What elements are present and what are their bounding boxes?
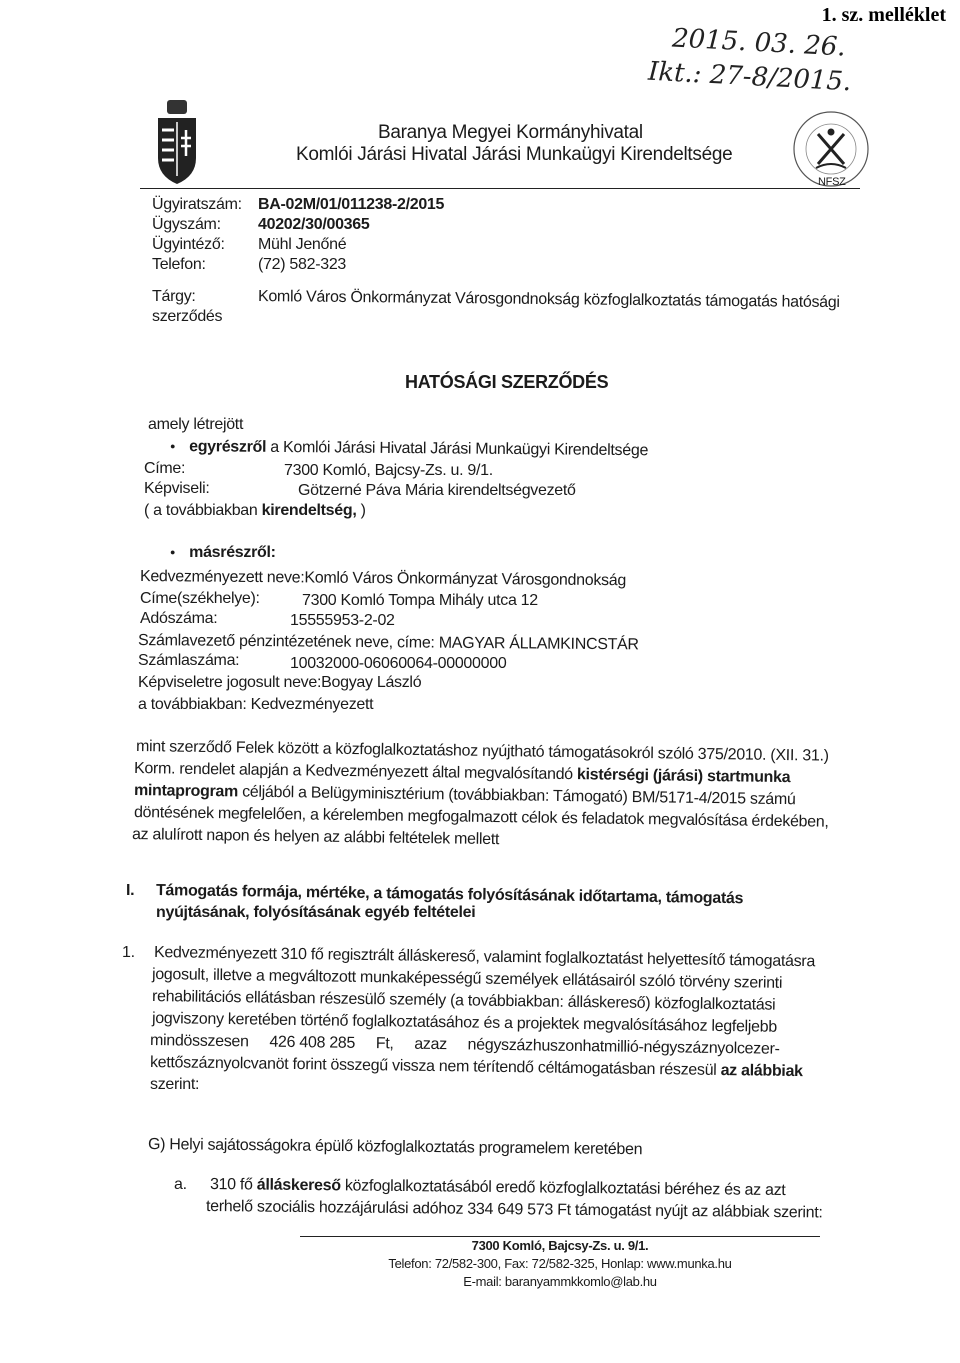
meta-label-administrator: Ügyintéző: <box>152 236 225 253</box>
party1-address: 7300 Komló, Bajcsy-Zs. u. 9/1. <box>284 462 493 479</box>
party1-lead: ● egyrészről <box>170 438 266 456</box>
point-line-3: rehabilitációs ellátásban részesülő személy (a továbbiakban: álláskereső) közfoglalkoztatási <box>151 988 776 1014</box>
a-item-line-1-bold: álláskereső <box>256 1176 341 1195</box>
party2-account-label: Számlaszáma: <box>138 652 240 669</box>
party2-account-number: 10032000-06060064-00000000 <box>290 655 507 672</box>
section-title-line-2: nyújtásának, folyósításának egyéb feltételei <box>156 904 476 921</box>
meta-label-phone: Telefon: <box>152 256 206 273</box>
intro-line-3-bold: mintaprogram <box>133 782 239 801</box>
a-item-line-2: terhelő szociális hozzájárulási adóhoz 334 649 573 Ft támogatást nyújt az alábbiak szerint: <box>205 1198 823 1222</box>
point-line-7: szerint: <box>150 1076 200 1093</box>
point-line-4: jogviszony keretében történő foglalkoztatásához és a projektek megvalósításához legfeljebb <box>151 1010 778 1036</box>
point-line-6-text: kettőszáznyolcvanöt forint összegű vissza nem térítendő céltámogatásban részesül <box>149 1054 721 1079</box>
party1-alias-bold: kirendeltség, <box>261 502 357 519</box>
meta-label-case-file: Ügyiratszám: <box>152 196 242 213</box>
g-item: G) Helyi sajátosságokra épülő közfoglalkoztatás programelem keretében <box>147 1136 643 1159</box>
footer-rule <box>300 1236 820 1237</box>
handwritten-date: 2015. 03. 26. <box>671 23 847 63</box>
intro-line-1: mint szerződő Felek között a közfoglalkoztatáshoz nyújtható támogatásokról szóló 375/2010. (XII. 31.) <box>135 738 829 765</box>
meta-label-case-number: Ügyszám: <box>152 216 221 233</box>
party2-tax-label: Adószáma: <box>140 610 218 627</box>
point-line-2: jogosult, illetve a megváltozott munkaképességű személyek ellátásairól szóló törvény szerinti <box>151 966 783 992</box>
meta-value-case-number: 40202/30/00365 <box>258 216 370 233</box>
party1-alias-post: ) <box>356 502 366 519</box>
party2-address-label: Címe(székhelye): <box>140 590 260 607</box>
intro-line-5: az alulírott napon és helyen az alábbi feltételek mellett <box>131 826 500 849</box>
a-item-line-1-post: közfoglalkoztatásából eredő közfoglalkoztatási béréhez és az azt <box>340 1177 786 1200</box>
handwritten-filing-number: Ikt.: 27-8/2015. <box>647 56 853 98</box>
a-item-number: a. <box>174 1176 187 1193</box>
footer-address: 7300 Komló, Bajcsy-Zs. u. 9/1. <box>471 1238 649 1253</box>
footer-email: E-mail: baranyammkkomlo@lab.hu <box>463 1274 657 1289</box>
party2-representative: Képviseletre jogosult neve:Bogyay László <box>138 674 422 691</box>
party2-bank: Számlavezető pénzintézetének neve, címe: MAGYAR ÁLLAMKINCSTÁR <box>137 632 639 654</box>
section-number: I. <box>126 882 135 899</box>
coat-of-arms-icon <box>154 100 200 191</box>
point-line-1: Kedvezményezett 310 fő regisztrált álláskereső, valamint foglalkoztatást helyettesítő támogatásra <box>153 944 816 971</box>
subject-continuation: szerződés <box>152 308 223 325</box>
party2-alias: a továbbiakban: Kedvezményezett <box>138 696 374 713</box>
office-name: Baranya Megyei Kormányhivatal <box>378 122 643 143</box>
party2-lead <box>170 542 276 565</box>
party1-address-label: Címe: <box>144 460 186 477</box>
party2-lead-text: ● másrészről: <box>170 544 276 561</box>
intro-line-3-text: céljából a Belügyminisztérium (továbbiakban: Támogató) BM/5171-4/2015 számú <box>237 783 796 809</box>
meta-value-administrator: Mühl Jenőné <box>258 236 347 253</box>
header-rule <box>140 188 860 189</box>
party1-alias <box>144 500 366 522</box>
point-number: 1. <box>122 944 135 961</box>
document-title: HATÓSÁGI SZERZŐDÉS <box>405 372 609 392</box>
footer-phone: Telefon: 72/582-300, Fax: 72/582-325, Honlap: www.munka.hu <box>388 1256 732 1271</box>
intro-line-2-bold: kistérségi (járási) startmunka <box>576 766 791 787</box>
party2-tax-number: 15555953-2-02 <box>290 612 395 629</box>
subject-label: Tárgy: <box>152 288 196 305</box>
party1-representative: Götzerné Páva Mária kirendeltségvezető <box>298 482 576 499</box>
meta-value-case-file: BA-02M/01/011238-2/2015 <box>258 196 445 213</box>
point-line-5: mindösszesen 426 408 285 Ft, azaz négyszázhuszonhatmillió-négyszáznyolcezer- <box>149 1032 780 1058</box>
annex-label: 1. sz. melléklet <box>821 4 946 26</box>
party-intro: amely létrejött <box>148 416 244 433</box>
party1-name: a Komlói Járási Hivatal Járási Munkaügyi Kirendeltsége <box>266 438 649 460</box>
section-title-line-1: Támogatás formája, mértéke, a támogatás folyósításának időtartama, támogatás <box>155 882 744 908</box>
nfsz-stamp-text: NFSZ <box>818 176 846 188</box>
a-item-line-1-pre: 310 fő <box>209 1176 257 1194</box>
party1-rep-label: Képviseli: <box>144 480 210 497</box>
subject-value: Komló Város Önkormányzat Városgondnokság közfoglalkoztatás támogatás hatósági <box>257 288 840 312</box>
intro-line-2-text: Korm. rendelet alapján a Kedvezményezett által megvalósítandó <box>133 760 578 784</box>
office-subtitle: Komlói Járási Hivatal Járási Munkaügyi Kirendeltsége <box>296 144 733 165</box>
point-line-6-bold: az alábbiak <box>720 1061 803 1081</box>
intro-line-4: döntésének megfelelően, a kérelemben megfogalmazott célok és feladatok megvalósítása érdekében, <box>133 804 829 831</box>
party2-name: Kedvezményezett neve:Komló Város Önkormányzat Városgondnokság <box>139 568 627 590</box>
party1-alias-pre: ( a továbbiakban <box>144 502 262 519</box>
meta-value-phone: (72) 582-323 <box>258 256 347 273</box>
party2-address: 7300 Komló Tompa Mihály utca 12 <box>302 592 538 609</box>
